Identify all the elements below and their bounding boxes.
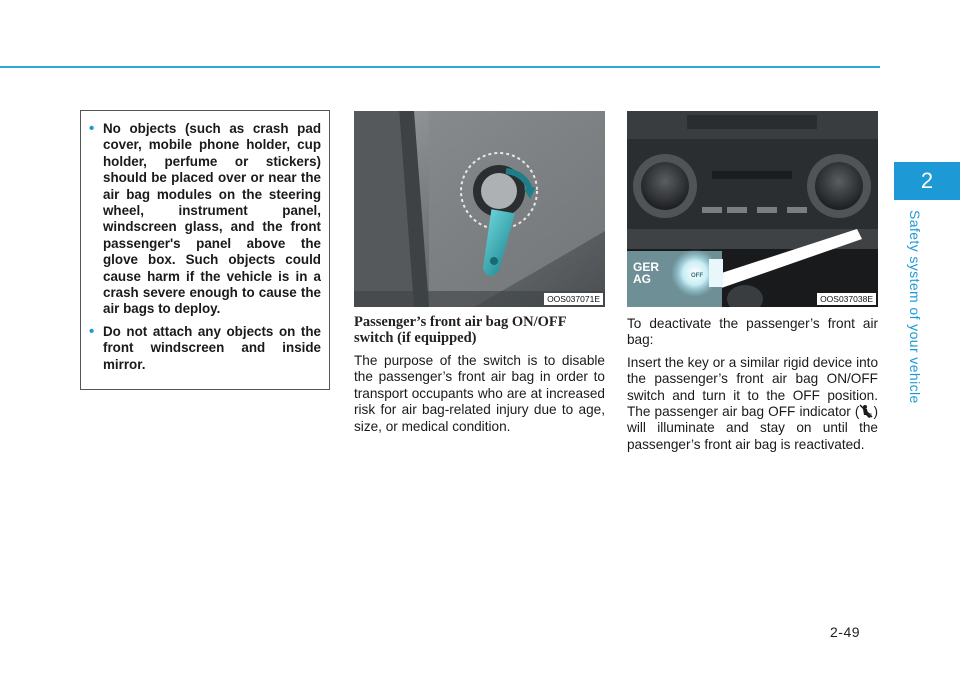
page-number: 2-49: [830, 624, 861, 640]
warning-item-text: No objects (such as crash pad cover, mobile phone holder, cup holder, perfume or stickers) should be placed over or near the air bag modules on the steering wheel, instrument panel, windscreen glass, and the front passenger's panel above the glove box. Such objects could cause harm if the vehicle is in a crash severe enough to cause the air bags to deploy.: [103, 121, 321, 317]
indicator-display-text: GER AG: [633, 260, 660, 286]
warning-box: [80, 110, 330, 390]
figure-caption-code: OOS037038E: [817, 293, 876, 305]
passenger-airbag-off-icon: [859, 404, 873, 418]
figure-dashboard-indicator: [627, 111, 878, 307]
instructions-intro: To deactivate the passenger’s front air bag:: [627, 316, 878, 348]
airbag-switch-illustration: [354, 111, 605, 307]
instructions-column: [627, 316, 878, 459]
instructions-step: [627, 355, 878, 453]
section-column: [354, 314, 605, 443]
figure-caption-code: OOS037071E: [544, 293, 603, 305]
chapter-number: 2: [920, 168, 934, 193]
chapter-tab: [894, 162, 960, 200]
instructions-step-text-1: Insert the key or a similar rigid device into the passenger’s front air bag ON/OFF switch and turn it to the OFF position. The passenger air bag OFF indicator (: [627, 354, 878, 420]
header-rule: [0, 66, 880, 68]
warning-item-text: Do not attach any objects on the front windscreen and inside mirror.: [103, 323, 321, 372]
chapter-title: Safety system of your vehicle: [907, 210, 923, 404]
warning-list: [89, 121, 321, 373]
warning-item: [89, 121, 321, 318]
instructions-step-text-2: ) will illuminate and stay on until the passenger’s front air bag is reactivated.: [627, 404, 878, 452]
section-body: The purpose of the switch is to disable the passenger’s front air bag in order to transport occupants who are at increased risk for air bag-related injury due to age, size, or medical condition.: [354, 353, 605, 434]
dashboard-illustration: [627, 111, 878, 307]
bullet-icon: •: [89, 120, 95, 137]
figure-airbag-switch: [354, 111, 605, 307]
section-title: Passenger’s front air bag ON/OFF switch (if equipped): [354, 314, 567, 346]
bullet-icon: •: [89, 322, 95, 340]
warning-item: [89, 324, 321, 373]
indicator-off-text: OFF: [691, 273, 703, 279]
svg-text:2: 2: [869, 413, 873, 419]
